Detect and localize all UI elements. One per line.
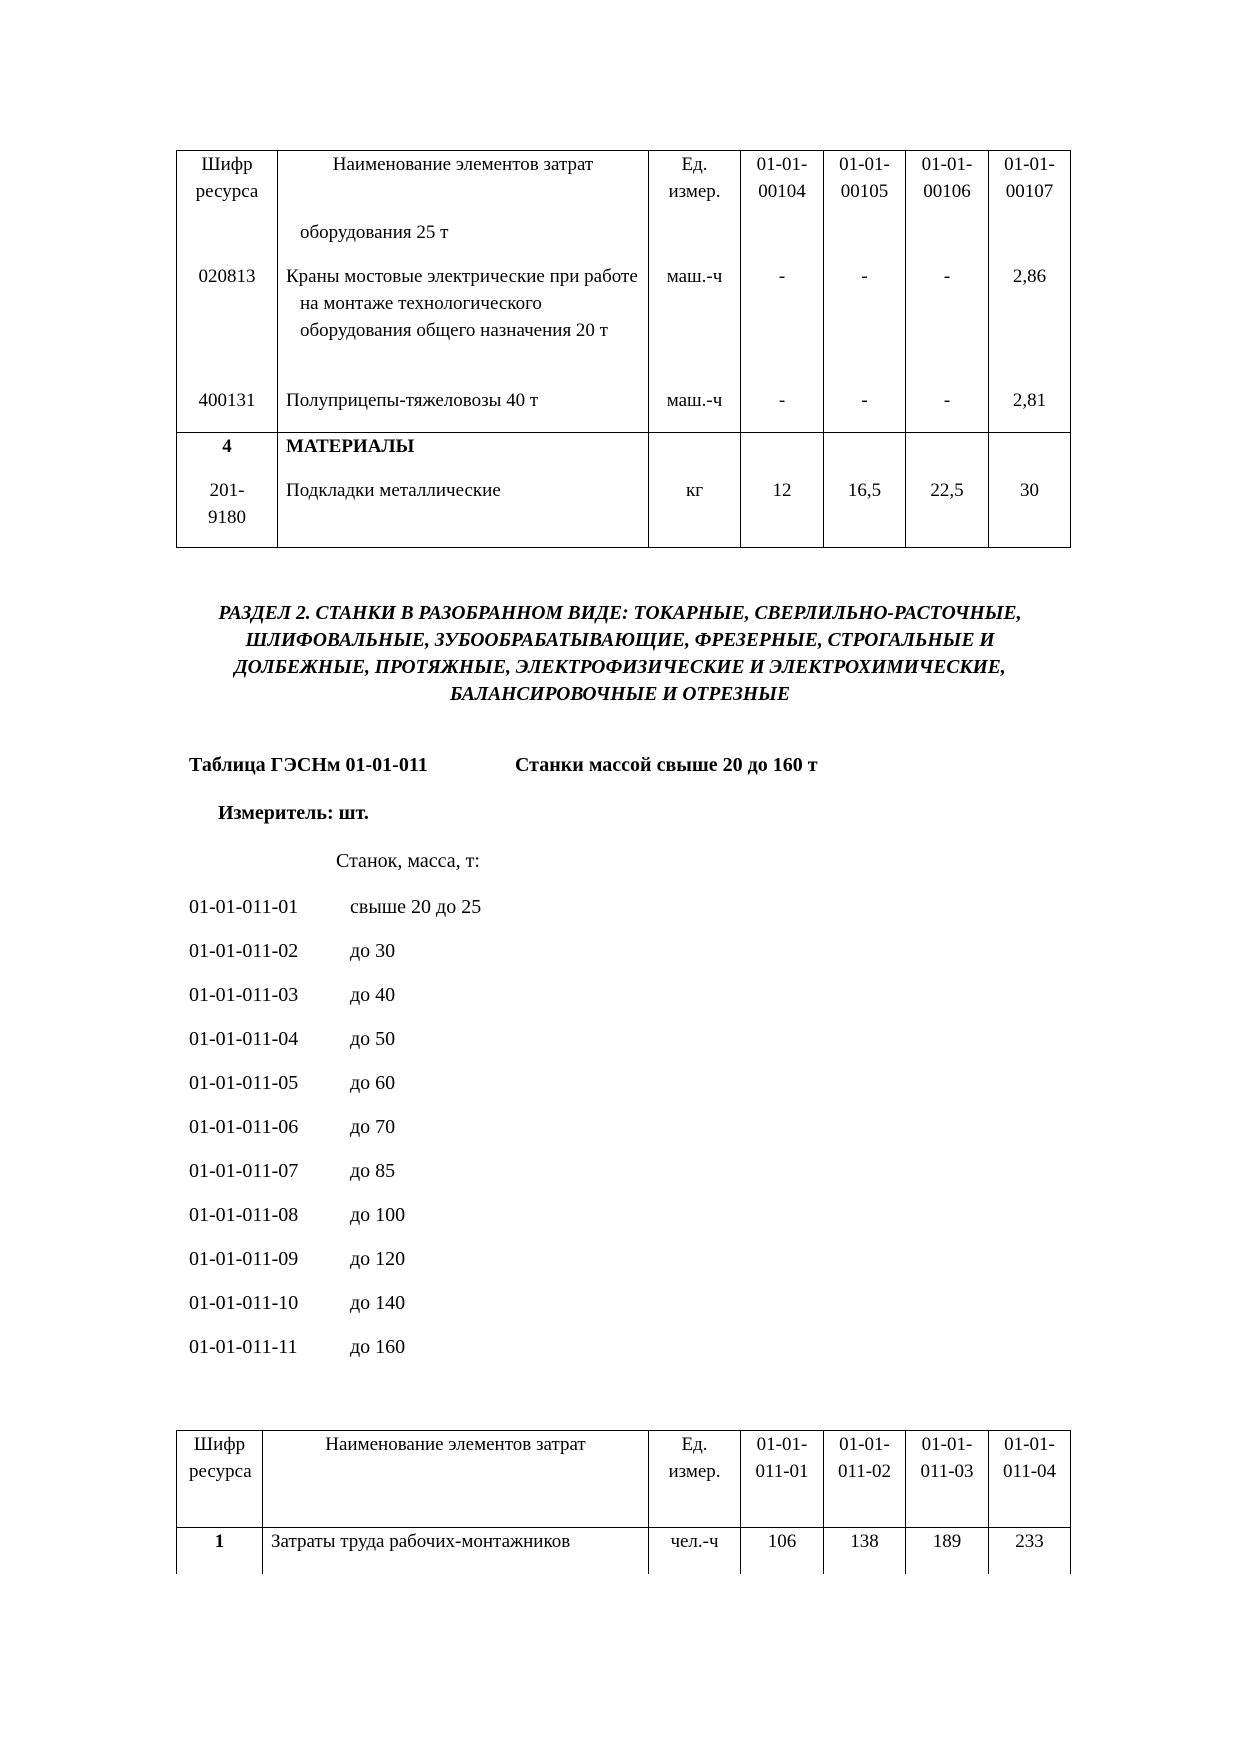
row-value-2: - [824, 263, 906, 387]
row-unit: чел.-ч [649, 1528, 741, 1575]
group-row [177, 433, 1071, 478]
norm-code: 01-01-011-03 [189, 984, 299, 1006]
header-col-2: 01-01-011-02 [824, 1431, 906, 1528]
header-name: Наименование элементов затрат [278, 151, 649, 206]
norm-range: до 120 [350, 1248, 406, 1270]
row-value-1: 106 [741, 1528, 824, 1575]
row-value-2: 16,5 [824, 477, 906, 548]
norm-code: 01-01-011-05 [189, 1072, 299, 1094]
row-code: 400131 [177, 387, 278, 433]
row-value-4: 233 [989, 1528, 1071, 1575]
header-code: Шифр ресурса [177, 1431, 263, 1528]
row-value-4: 30 [989, 477, 1071, 548]
row-unit: маш.-ч [649, 263, 741, 387]
table-row [177, 387, 1071, 433]
header-col-3: 01-01-011-03 [906, 1431, 989, 1528]
header-col-4: 01-01-011-04 [989, 1431, 1071, 1528]
row-value-1: - [741, 263, 824, 387]
row-unit: маш.-ч [649, 387, 741, 433]
header-col-2: 01-01-00105 [824, 151, 906, 206]
header-col-1: 01-01-00104 [741, 151, 824, 206]
norm-range: до 60 [350, 1072, 396, 1094]
row-value-3: - [906, 263, 989, 387]
header-unit: Ед. измер. [649, 151, 741, 206]
table-row [177, 1528, 1071, 1575]
row-name: Краны мостовые электрические при работе на монтаже технологического оборудования общего назначения 20 т [278, 263, 649, 387]
header-col-4: 01-01-00107 [989, 151, 1071, 206]
section-title: РАЗДЕЛ 2. СТАНКИ В РАЗОБРАННОМ ВИДЕ: ТОКАРНЫЕ, СВЕРЛИЛЬНО-РАСТОЧНЫЕ, ШЛИФОВАЛЬНЫЕ, ЗУБООБРАБАТЫВАЮЩИЕ, ФРЕЗЕРНЫЕ, СТРОГАЛЬНЫЕ И ДОЛБЕЖНЫЕ, ПРОТЯЖНЫЕ, ЭЛЕКТРОФИЗИЧЕСКИЕ И ЭЛЕКТРОХИМИЧЕСКИЕ, БАЛАНСИРОВОЧНЫЕ И ОТРЕЗНЫЕ [218, 603, 1022, 705]
norm-range: до 140 [350, 1292, 406, 1314]
unit-label: Измеритель: шт. [218, 802, 369, 824]
header-col-1: 01-01-011-01 [741, 1431, 824, 1528]
row-value-4: 2,81 [989, 387, 1071, 433]
table-row [177, 477, 1071, 548]
table-code: Таблица ГЭСНм 01-01-011 [189, 754, 428, 776]
norm-code: 01-01-011-06 [189, 1116, 299, 1138]
header-unit: Ед. измер. [649, 1431, 741, 1528]
norm-range: до 40 [350, 984, 396, 1006]
header-code: Шифр ресурса [177, 151, 278, 206]
row-code: 201-9180 [177, 477, 278, 548]
row-name: Подкладки металлические [278, 477, 649, 548]
norm-range: до 50 [350, 1028, 396, 1050]
norm-code: 01-01-011-09 [189, 1248, 299, 1270]
row-value-1: - [741, 387, 824, 433]
norm-range: свыше 20 до 25 [350, 896, 482, 918]
table-caption [189, 752, 818, 779]
row-value-2: - [824, 387, 906, 433]
row-name: Затраты труда рабочих-монтажников [263, 1528, 649, 1575]
table-row [177, 263, 1071, 387]
header-name: Наименование элементов затрат [263, 1431, 649, 1528]
norm-code: 01-01-011-01 [189, 896, 299, 918]
row-value-3: 189 [906, 1528, 989, 1575]
norm-range: до 100 [350, 1204, 406, 1226]
norm-code: 01-01-011-10 [189, 1292, 299, 1314]
row-value-2: 138 [824, 1528, 906, 1575]
row-value-1: 12 [741, 477, 824, 548]
row-value-3: 22,5 [906, 477, 989, 548]
row-value-3: - [906, 387, 989, 433]
norm-range: до 160 [350, 1336, 406, 1358]
continuation-text: оборудования 25 т [278, 205, 649, 263]
norm-range: до 30 [350, 940, 396, 962]
resource-table-2 [176, 1430, 1071, 1574]
row-code: 1 [177, 1528, 263, 1575]
row-name: Полуприцепы-тяжеловозы 40 т [278, 387, 649, 433]
norm-code: 01-01-011-11 [189, 1336, 298, 1358]
table-name: Станки массой свыше 20 до 160 т [515, 754, 818, 776]
table-row [177, 205, 1071, 263]
norm-range: до 70 [350, 1116, 396, 1138]
header-col-3: 01-01-00106 [906, 151, 989, 206]
row-code: 020813 [177, 263, 278, 387]
row-unit: кг [649, 477, 741, 548]
resource-table-1 [176, 150, 1071, 548]
param-label: Станок, масса, т: [336, 850, 480, 872]
norm-code: 01-01-011-04 [189, 1028, 299, 1050]
norm-code: 01-01-011-02 [189, 940, 299, 962]
norm-range: до 85 [350, 1160, 396, 1182]
table-header-row [177, 151, 1071, 206]
group-code: 4 [177, 433, 278, 478]
group-name: МАТЕРИАЛЫ [278, 433, 649, 478]
norm-code: 01-01-011-07 [189, 1160, 299, 1182]
norm-code: 01-01-011-08 [189, 1204, 299, 1226]
table-header-row [177, 1431, 1071, 1528]
row-value-4: 2,86 [989, 263, 1071, 387]
